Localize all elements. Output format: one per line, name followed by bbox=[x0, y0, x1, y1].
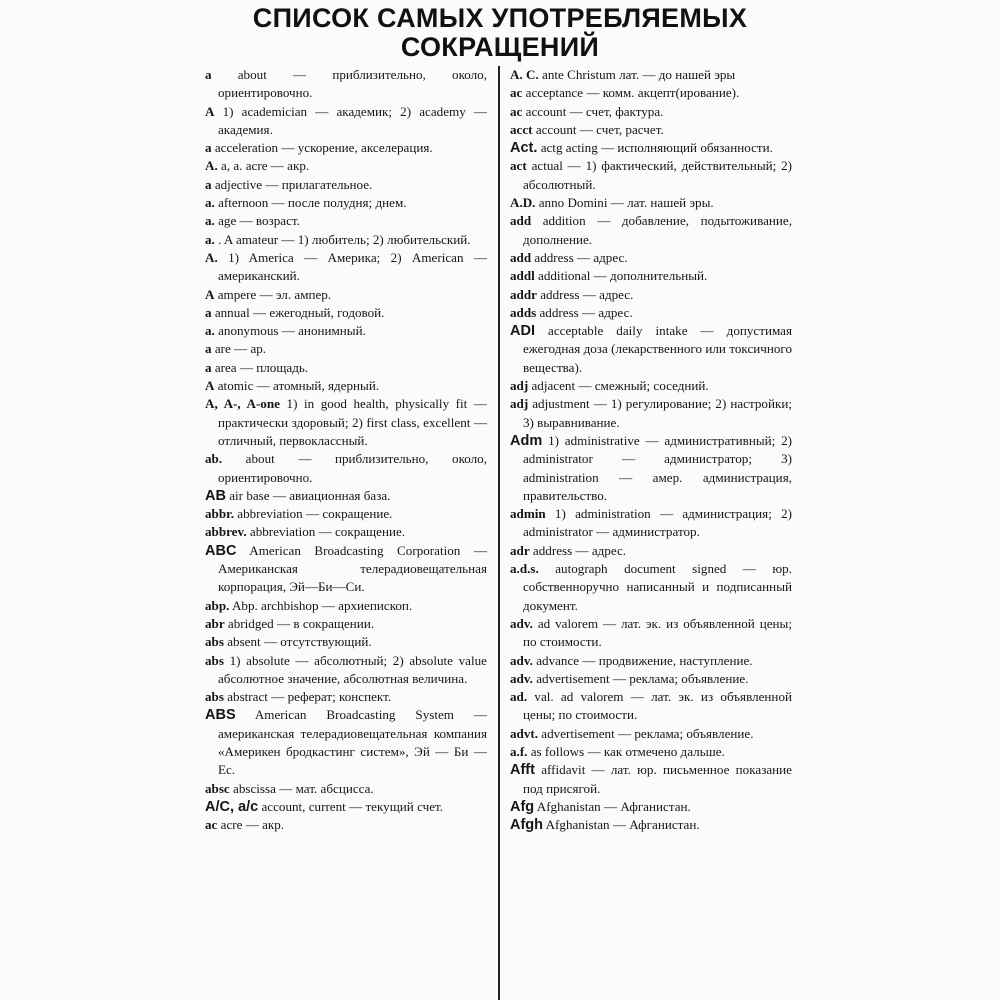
abbreviation-term: adv. bbox=[510, 652, 533, 668]
abbreviation-entry bbox=[510, 395, 792, 432]
abbreviation-term: adds bbox=[510, 304, 537, 320]
abbreviation-term: A bbox=[205, 286, 215, 302]
abbreviation-definition: actual — 1) фактический, действительный; 2) абсолютный. bbox=[523, 158, 793, 192]
abbreviation-definition: area — площадь. bbox=[214, 359, 309, 375]
abbreviation-definition: account — счет, расчет. bbox=[535, 121, 664, 137]
abbreviation-definition: ante Christum лат. — до нашей эры bbox=[542, 67, 736, 82]
abbreviation-definition: adjective — прилагательное. bbox=[214, 176, 373, 192]
abbreviation-entry bbox=[510, 743, 792, 761]
abbreviation-term: ABC bbox=[205, 542, 237, 559]
abbreviation-term: Adm bbox=[510, 432, 543, 449]
abbreviation-term: adv. bbox=[510, 615, 533, 631]
abbreviation-definition: 1) absolute — абсолютный; 2) absolute value абсолютное значение, абсолютная величина. bbox=[218, 652, 487, 686]
abbreviation-definition: about — приблизительно, около, ориентировочно. bbox=[218, 67, 487, 101]
abbreviation-definition: acceptable daily intake — допустимая ежегодная доза (лекарственного или токсичного вещества). bbox=[523, 323, 793, 375]
abbreviation-term: a. bbox=[205, 195, 215, 211]
abbreviation-entry bbox=[205, 798, 487, 816]
right-column bbox=[510, 66, 792, 834]
abbreviation-definition: account — счет, фактура. bbox=[525, 103, 664, 119]
abbreviation-entry bbox=[205, 688, 487, 706]
abbreviation-entry bbox=[510, 194, 792, 212]
abbreviation-entry bbox=[510, 670, 792, 688]
abbreviation-entry bbox=[510, 505, 792, 542]
abbreviation-term: abr bbox=[205, 615, 225, 631]
abbreviation-definition: ad valorem — лат. эк. из объявленной цены; по стоимости. bbox=[523, 615, 792, 650]
abbreviation-entry bbox=[510, 542, 792, 560]
abbreviation-entry bbox=[510, 816, 792, 834]
abbreviation-entry bbox=[510, 322, 792, 377]
abbreviation-term: A/C, a/c bbox=[205, 798, 259, 815]
abbreviation-entry bbox=[510, 688, 792, 725]
abbreviation-definition: Abp. archbishop — архиепископ. bbox=[231, 597, 413, 613]
abbreviation-entry bbox=[205, 139, 487, 157]
abbreviation-definition: Afghanistan — Афганистан. bbox=[536, 798, 691, 814]
abbreviation-definition: annual — ежегодный, годовой. bbox=[214, 304, 385, 320]
abbreviation-definition: absent — отсутствующий. bbox=[227, 634, 372, 650]
abbreviation-term: adj bbox=[510, 378, 529, 394]
abbreviation-entry bbox=[205, 633, 487, 651]
abbreviation-definition: val. ad valorem — лат. эк. из объявленной цены; по стоимости. bbox=[523, 689, 792, 723]
abbreviation-definition: affidavit — лат. юр. письменное показание под присягой. bbox=[523, 762, 792, 796]
abbreviation-entry bbox=[205, 249, 487, 286]
abbreviation-entry bbox=[510, 249, 792, 267]
abbreviation-entry bbox=[510, 157, 792, 194]
abbreviation-definition: atomic — атомный, ядерный. bbox=[217, 378, 380, 394]
abbreviation-term: add bbox=[510, 213, 532, 229]
abbreviation-definition: acre — акр. bbox=[220, 817, 285, 833]
abbreviation-entry bbox=[510, 84, 792, 102]
abbreviation-entry bbox=[510, 121, 792, 139]
abbreviation-entry bbox=[205, 359, 487, 377]
abbreviation-definition: abbreviation — сокращение. bbox=[249, 524, 406, 540]
abbreviation-definition: American Broadcasting System — американская телерадиовещательная компания «Америкен бродкастинг систем», Эй — Би — Ес. bbox=[218, 707, 487, 778]
abbreviation-term: adj bbox=[510, 396, 529, 412]
abbreviation-definition: account, current — текущий счет. bbox=[261, 798, 444, 814]
abbreviation-definition: advertisement — реклама; объявление. bbox=[536, 670, 749, 686]
abbreviation-term: ADI bbox=[510, 323, 535, 340]
abbreviation-entry bbox=[510, 761, 792, 798]
abbreviation-definition: acceleration — ускорение, акселерация. bbox=[214, 140, 433, 156]
abbreviation-term: Afgh bbox=[510, 817, 544, 834]
abbreviation-entry bbox=[205, 615, 487, 633]
abbreviation-term: a bbox=[205, 67, 212, 82]
abbreviation-definition: anonymous — анонимный. bbox=[218, 323, 366, 339]
abbreviation-term: abs bbox=[205, 652, 224, 668]
abbreviation-entry bbox=[510, 139, 792, 157]
abbreviation-term: AB bbox=[205, 487, 226, 504]
abbreviation-columns bbox=[0, 66, 1000, 1000]
left-column bbox=[205, 66, 487, 834]
abbreviation-definition: acceptance — комм. акцепт(ирование). bbox=[525, 85, 740, 101]
abbreviation-term: a bbox=[205, 359, 212, 375]
abbreviation-entry bbox=[205, 377, 487, 395]
abbreviation-entry bbox=[510, 212, 792, 249]
abbreviation-definition: advance — продвижение, наступление. bbox=[536, 652, 753, 668]
abbreviation-definition: 1) in good health, physically fit — практически здоровый; 2) first class, excellent — отличный, первоклассный. bbox=[218, 396, 487, 448]
abbreviation-term: acct bbox=[510, 121, 533, 137]
abbreviation-term: a. bbox=[205, 213, 215, 229]
abbreviation-term: abp. bbox=[205, 597, 230, 613]
abbreviation-definition: 1) academician — академик; 2) academy — академия. bbox=[218, 103, 487, 137]
abbreviation-term: a. bbox=[205, 231, 215, 247]
abbreviation-definition: address — адрес. bbox=[539, 304, 633, 320]
abbreviation-definition: advertisement — реклама; объявление. bbox=[541, 725, 754, 741]
abbreviation-term: Act. bbox=[510, 140, 538, 157]
abbreviation-entry bbox=[205, 176, 487, 194]
abbreviation-term: Afft bbox=[510, 762, 535, 779]
abbreviation-term: abbrev. bbox=[205, 524, 247, 540]
abbreviation-definition: a, a. acre — акр. bbox=[221, 158, 310, 174]
abbreviation-entry bbox=[205, 103, 487, 140]
abbreviation-definition: address — адрес. bbox=[532, 542, 627, 558]
abbreviation-definition: Afghanistan — Афганистан. bbox=[545, 817, 700, 833]
abbreviation-entry bbox=[510, 798, 792, 816]
abbreviation-definition: American Broadcasting Corporation — Американская телерадиовещательная корпорация, Эй—Би—Си. bbox=[218, 542, 487, 595]
abbreviation-definition: are — ар. bbox=[214, 341, 267, 357]
abbreviation-entry bbox=[510, 432, 792, 505]
abbreviation-term: adr bbox=[510, 542, 530, 558]
abbreviation-term: ab. bbox=[205, 451, 223, 467]
abbreviation-term: ad. bbox=[510, 689, 528, 705]
abbreviation-term: ac bbox=[510, 103, 523, 119]
abbreviation-definition: adjustment — 1) регулирование; 2) настройки; 3) выравнивание. bbox=[523, 396, 792, 430]
abbreviation-definition: 1) administration — администрация; 2) administrator — администратор. bbox=[523, 506, 792, 540]
abbreviation-entry bbox=[205, 286, 487, 304]
abbreviation-term: a. bbox=[205, 323, 215, 339]
abbreviation-term: a.f. bbox=[510, 743, 528, 759]
abbreviation-entry bbox=[510, 103, 792, 121]
abbreviation-term: Afg bbox=[510, 798, 535, 815]
abbreviation-term: A. bbox=[205, 158, 218, 174]
abbreviation-definition: air base — авиационная база. bbox=[229, 487, 391, 503]
abbreviation-entry bbox=[510, 286, 792, 304]
abbreviation-definition: age — возраст. bbox=[218, 213, 300, 229]
abbreviation-term: a bbox=[205, 341, 212, 357]
column-divider bbox=[498, 66, 500, 1000]
abbreviation-term: add bbox=[510, 249, 532, 265]
abbreviation-term: a.d.s. bbox=[510, 561, 539, 577]
abbreviation-term: a bbox=[205, 304, 212, 320]
abbreviation-entry bbox=[205, 542, 487, 597]
abbreviation-term: a bbox=[205, 140, 212, 156]
abbreviation-entry bbox=[205, 304, 487, 322]
page-title-line-2: СОКРАЩЕНИЙ bbox=[400, 32, 600, 62]
abbreviation-definition: 1) administrative — административный; 2) administrator — администратор; 3) administration — амер. администрация, правительство. bbox=[523, 432, 793, 503]
abbreviation-entry bbox=[205, 231, 487, 249]
abbreviation-definition: 1) America — Америка; 2) American — американский. bbox=[218, 249, 487, 284]
abbreviation-term: A.D. bbox=[510, 195, 536, 211]
abbreviation-definition: as follows — как отмечено дальше. bbox=[530, 743, 725, 759]
abbreviation-definition: about — приблизительно, около, ориентировочно. bbox=[218, 451, 487, 485]
abbreviation-entry bbox=[205, 706, 487, 779]
abbreviation-entry bbox=[510, 267, 792, 285]
abbreviation-definition: address — адрес. bbox=[540, 286, 634, 302]
page-title bbox=[0, 4, 1000, 62]
abbreviation-term: A. C. bbox=[510, 67, 539, 82]
abbreviation-term: ABS bbox=[205, 707, 236, 724]
abbreviation-term: a bbox=[205, 176, 212, 192]
abbreviation-entry bbox=[510, 615, 792, 652]
abbreviation-entry bbox=[205, 450, 487, 487]
abbreviation-entry bbox=[510, 304, 792, 322]
abbreviation-definition: abbreviation — сокращение. bbox=[237, 506, 393, 522]
abbreviation-definition: adjacent — смежный; соседний. bbox=[531, 378, 709, 394]
abbreviation-definition: afternoon — после полудня; днем. bbox=[218, 195, 407, 211]
abbreviation-term: abs bbox=[205, 634, 224, 650]
abbreviation-term: adv. bbox=[510, 670, 533, 686]
abbreviation-entry bbox=[205, 780, 487, 798]
abbreviation-term: A. bbox=[205, 249, 218, 265]
abbreviation-entry bbox=[205, 66, 487, 103]
abbreviation-entry bbox=[205, 816, 487, 834]
abbreviation-entry bbox=[205, 340, 487, 358]
abbreviation-term: A bbox=[205, 378, 215, 394]
abbreviation-definition: abstract — реферат; конспект. bbox=[227, 689, 392, 705]
abbreviation-entry bbox=[205, 523, 487, 541]
abbreviation-entry bbox=[205, 597, 487, 615]
abbreviation-definition: anno Domini — лат. нашей эры. bbox=[538, 195, 714, 211]
abbreviation-term: addl bbox=[510, 268, 535, 284]
abbreviation-term: act bbox=[510, 158, 527, 174]
abbreviation-term: absc bbox=[205, 780, 230, 796]
abbreviation-term: advt. bbox=[510, 725, 539, 741]
abbreviation-term: ac bbox=[205, 817, 218, 833]
abbreviation-entry bbox=[510, 725, 792, 743]
abbreviation-entry bbox=[205, 194, 487, 212]
abbreviation-entry bbox=[510, 560, 792, 615]
abbreviation-definition: abscissa — мат. абсцисса. bbox=[233, 780, 374, 796]
abbreviation-definition: autograph document signed — юр. собственноручно написанный и подписанный документ. bbox=[523, 561, 792, 613]
abbreviation-entry bbox=[205, 157, 487, 175]
abbreviation-entry bbox=[205, 652, 487, 689]
abbreviation-definition: actg acting — исполняющий обязанности. bbox=[540, 140, 773, 156]
abbreviation-definition: addition — добавление, подытоживание, дополнение. bbox=[523, 213, 792, 247]
abbreviation-entry bbox=[510, 66, 792, 84]
abbreviation-term: A, A-, A-one bbox=[205, 396, 280, 412]
abbreviation-entry bbox=[205, 487, 487, 505]
abbreviation-term: addr bbox=[510, 286, 537, 302]
abbreviation-term: A bbox=[205, 103, 215, 119]
abbreviation-definition: address — адрес. bbox=[534, 249, 628, 265]
abbreviation-entry bbox=[205, 505, 487, 523]
abbreviation-term: ac bbox=[510, 85, 523, 101]
abbreviation-definition: abridged — в сокращении. bbox=[227, 615, 375, 631]
abbreviation-entry bbox=[205, 395, 487, 450]
abbreviation-term: abs bbox=[205, 689, 224, 705]
abbreviation-definition: ampere — эл. ампер. bbox=[217, 286, 332, 302]
abbreviation-term: abbr. bbox=[205, 506, 234, 522]
abbreviation-entry bbox=[510, 377, 792, 395]
abbreviation-definition: additional — дополнительный. bbox=[538, 268, 708, 284]
abbreviation-definition: . A amateur — 1) любитель; 2) любительский. bbox=[218, 231, 471, 247]
page-title-line-1: СПИСОК САМЫХ УПОТРЕБЛЯЕМЫХ bbox=[252, 3, 748, 33]
abbreviation-entry bbox=[205, 212, 487, 230]
abbreviation-term: admin bbox=[510, 506, 546, 522]
abbreviation-entry bbox=[510, 652, 792, 670]
abbreviation-entry bbox=[205, 322, 487, 340]
